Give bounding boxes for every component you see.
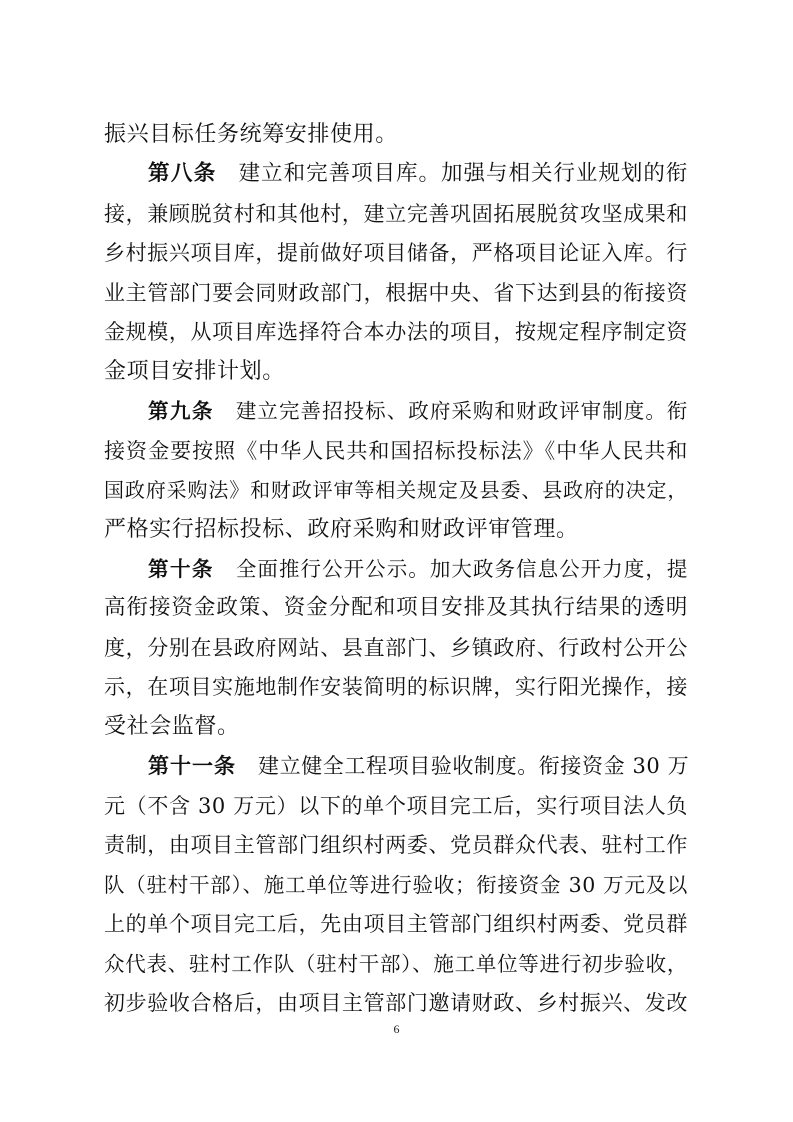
text-line	[104, 902, 688, 946]
line-text: 金规模，从项目库选择符合本办法的项目，按规定程序制定资	[104, 320, 688, 344]
line-text: 接，兼顾脱贫村和其他村，建立完善巩固拓展脱贫攻坚成果和	[104, 202, 688, 226]
article-9-number: 第九条	[148, 399, 214, 423]
line-text: 接资金要按照《中华人民共和国招标投标法》《中华人民共和	[104, 439, 688, 463]
text-line	[104, 823, 688, 867]
text-line	[104, 863, 688, 907]
page-number: 6	[393, 1022, 400, 1036]
article-10-number: 第十条	[148, 557, 214, 581]
text-line	[104, 705, 688, 749]
line-text: 振兴目标任务统筹安排使用。	[104, 122, 398, 147]
line-text: 众代表、驻村工作队（驻村干部）、施工单位等进行初步验收，	[104, 952, 688, 976]
text-line	[104, 231, 688, 275]
line-text: 元（不含 30 万元）以下的单个项目完工后，实行项目法人负	[104, 794, 688, 818]
text-line	[104, 665, 688, 709]
line-text: 严格实行招标投标、政府采购和财政评审管理。	[104, 517, 579, 542]
line-text: 队（驻村干部）、施工单位等进行验收；衔接资金 30 万元及以	[104, 873, 688, 897]
line-text: 责制，由项目主管部门组织村两委、党员群众代表、驻村工作	[104, 833, 688, 857]
line-text: 全面推行公开公示。加大政务信息公开力度，提	[235, 557, 688, 581]
line-text: 受社会监督。	[104, 714, 240, 739]
line-text: 建立和完善项目库。加强与相关行业规划的衔	[238, 161, 688, 186]
text-line	[104, 468, 688, 512]
article-9-heading-line	[148, 389, 688, 433]
text-line	[104, 429, 688, 473]
text-line	[104, 271, 688, 315]
text-line	[104, 586, 688, 630]
text-line	[104, 310, 688, 354]
text-line	[104, 113, 688, 157]
line-text: 度，分别在县政府网站、县直部门、乡镇政府、行政村公开公	[104, 636, 688, 660]
text-line	[104, 192, 688, 236]
line-text: 国政府采购法》和财政评审等相关规定及县委、县政府的决定，	[104, 478, 688, 502]
text-line	[104, 784, 688, 828]
text-line	[104, 626, 688, 670]
text-line	[104, 942, 688, 986]
article-8-heading-line	[148, 152, 688, 196]
line-text: 业主管部门要会同财政部门，根据中央、省下达到县的衔接资	[104, 281, 688, 305]
line-text: 示，在项目实施地制作安装简明的标识牌，实行阳光操作，接	[104, 675, 688, 699]
line-text: 建立健全工程项目验收制度。衔接资金 30 万	[258, 754, 690, 778]
line-text: 乡村振兴项目库，提前做好项目储备，严格项目论证入库。行	[104, 241, 688, 265]
line-text: 金项目安排计划。	[104, 359, 285, 384]
article-11-number: 第十一条	[148, 753, 236, 778]
line-text: 初步验收合格后，由项目主管部门邀请财政、乡村振兴、发改	[104, 991, 688, 1015]
text-line	[104, 350, 688, 394]
article-8-number: 第八条	[148, 161, 217, 186]
line-text: 上的单个项目完工后，先由项目主管部门组织村两委、党员群	[104, 912, 688, 936]
line-text: 高衔接资金政策、资金分配和项目安排及其执行结果的透明	[104, 595, 688, 620]
text-line	[104, 508, 688, 552]
text-line	[104, 981, 688, 1025]
article-10-heading-line	[148, 547, 688, 591]
line-text: 建立完善招投标、政府采购和财政评审制度。衔	[235, 399, 688, 423]
article-11-heading-line	[148, 744, 688, 788]
